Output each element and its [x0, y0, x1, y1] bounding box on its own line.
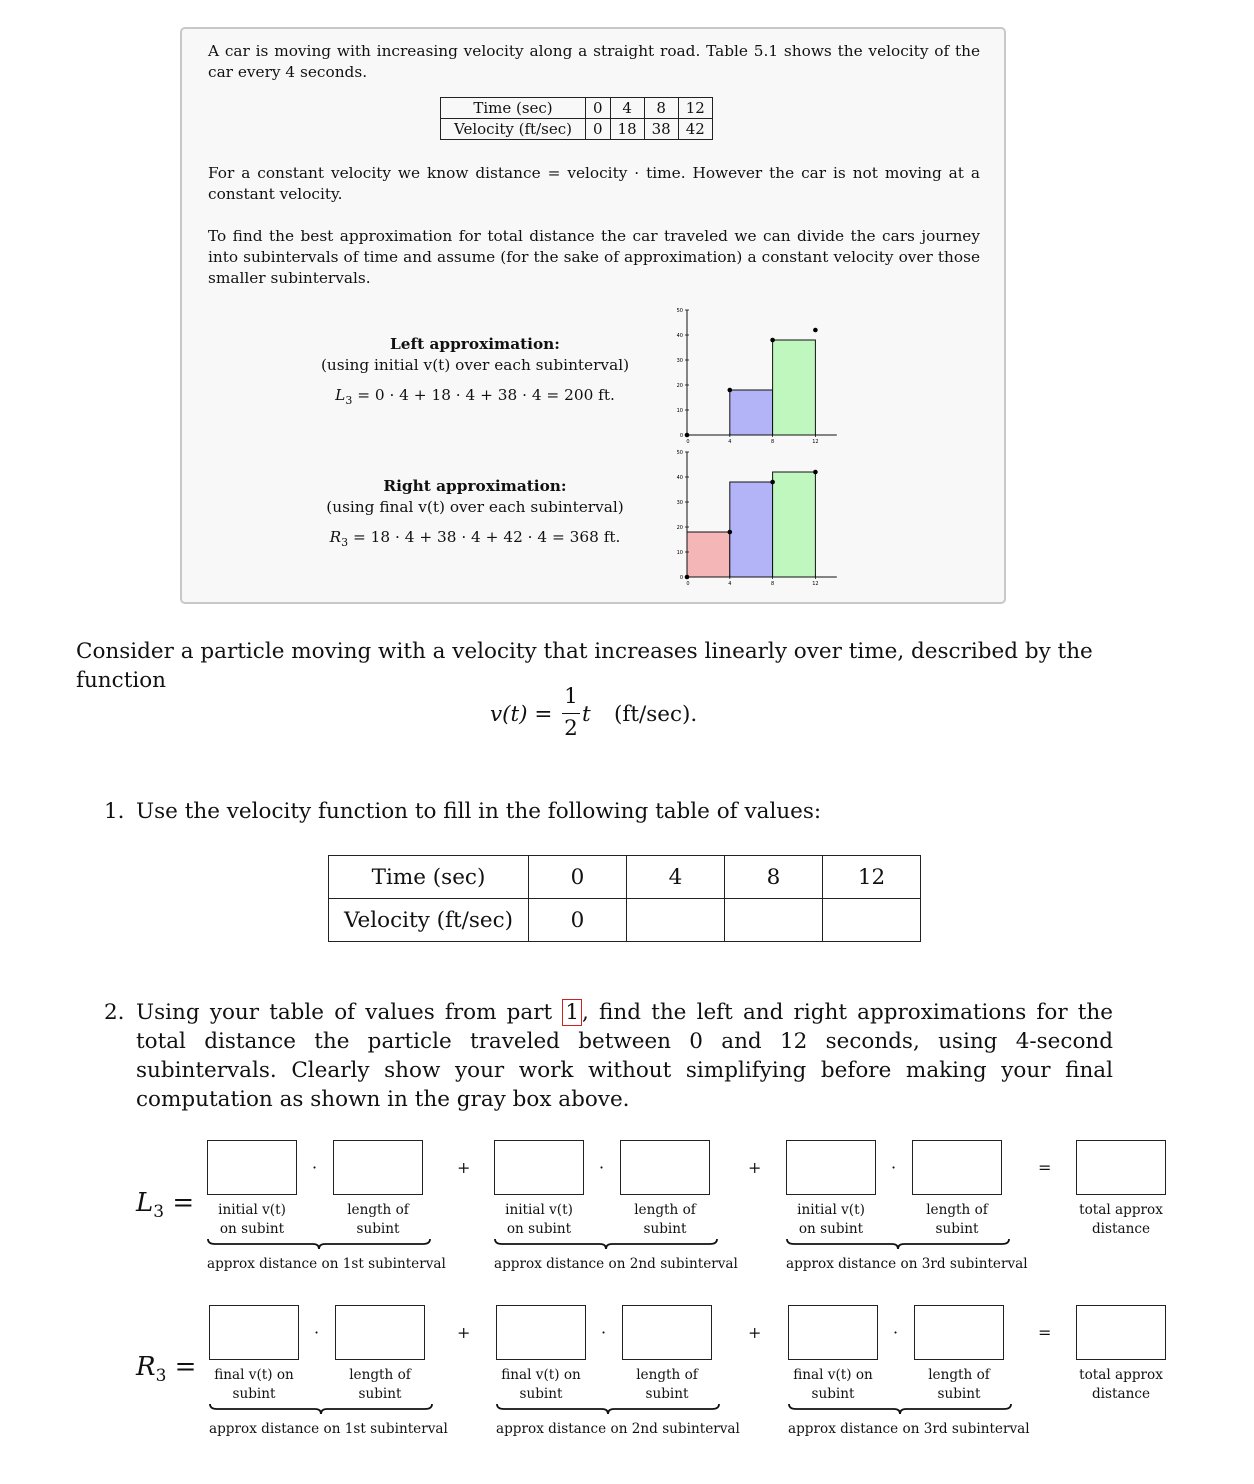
fn-units: (ft/sec).: [614, 702, 698, 727]
label-line: on subint: [506, 1221, 572, 1237]
label-line: length of: [634, 1202, 696, 1218]
q2-text-b: , find the left and right approximations for the total distance the particle traveled between 0 and 12 seconds, using 4-second subintervals. Clearly show your work without simplifying before making your final computation as shown in the gray box above.: [136, 1000, 1114, 1112]
y-tick-label: 10: [676, 550, 683, 556]
label-line: subint: [356, 1221, 400, 1237]
label-line: on subint: [219, 1221, 285, 1237]
equals-operator: =: [1038, 1158, 1052, 1177]
question-2-text: [136, 998, 1113, 1114]
label-line: final v(t) on: [501, 1367, 581, 1383]
left-velocity-label: [766, 1201, 896, 1239]
subinterval-paragraph: [208, 226, 980, 289]
fn-denominator: 2: [564, 716, 578, 741]
underbrace: [207, 1238, 431, 1250]
label-line: final v(t) on: [214, 1367, 294, 1383]
y-tick-label: 0: [679, 433, 683, 439]
intro-paragraph: [208, 41, 980, 83]
intro-text: A car is moving with increasing velocity along a straight road. Table 5.1 shows the velocity of the car every 4 seconds.: [208, 42, 980, 81]
underbrace: [494, 1238, 718, 1250]
plus-operator: +: [748, 1158, 762, 1177]
label-line: subint: [937, 1386, 981, 1402]
label-line: on subint: [798, 1221, 864, 1237]
x-tick-label: 12: [812, 439, 819, 445]
bar-3: [773, 472, 816, 577]
fn-numerator: 1: [564, 684, 578, 709]
left-length-label: [600, 1201, 730, 1239]
left-approx-block: [300, 334, 650, 411]
underbrace: [786, 1238, 1010, 1250]
left-total-label: [1056, 1201, 1186, 1239]
label-line: length of: [636, 1367, 698, 1383]
table-header-time: Time (sec): [441, 98, 586, 119]
x-tick-label: 8: [771, 581, 775, 587]
car-velocity-table: [440, 97, 713, 140]
part-1-link[interactable]: 1: [562, 999, 582, 1026]
table-cell: 4: [627, 856, 725, 899]
label-line: initial v(t): [797, 1202, 865, 1218]
label-line: subint: [358, 1386, 402, 1402]
label-line: distance: [1091, 1221, 1150, 1237]
label-line: length of: [928, 1367, 990, 1383]
right-length-box-2[interactable]: [622, 1305, 712, 1360]
label-line: subint: [935, 1221, 979, 1237]
left-velocity-box-3[interactable]: [786, 1140, 876, 1195]
right-length-label: [894, 1366, 1024, 1404]
dot-operator: ·: [601, 1323, 607, 1342]
fn-lhs: v(t) =: [490, 702, 553, 727]
label-line: subint: [645, 1386, 689, 1402]
left-length-box-1[interactable]: [333, 1140, 423, 1195]
x-tick-label: 4: [728, 581, 732, 587]
left-velocity-box-1[interactable]: [207, 1140, 297, 1195]
data-point: [770, 480, 775, 485]
right-approx-block: [300, 476, 650, 553]
y-tick-label: 10: [676, 408, 683, 414]
right-velocity-box-3[interactable]: [788, 1305, 878, 1360]
left-velocity-label: [474, 1201, 604, 1239]
para2-text: To find the best approximation for total distance the car traveled we can divide the cars journey into subintervals of time and assume (for the sake of approximation) a constant velocity over those smaller subintervals.: [208, 227, 980, 287]
dot-operator: ·: [893, 1323, 899, 1342]
y-tick-label: 40: [676, 333, 683, 339]
right-total-label: [1056, 1366, 1186, 1404]
label-line: length of: [349, 1367, 411, 1383]
right-length-label: [602, 1366, 732, 1404]
plus-operator: +: [457, 1323, 471, 1342]
left-approx-subtitle: (using initial v(t) over each subinterval): [320, 356, 630, 374]
question-1-text: Use the velocity function to fill in the following table of values:: [136, 799, 822, 824]
label-line: length of: [347, 1202, 409, 1218]
label-line: initial v(t): [218, 1202, 286, 1218]
bar-2: [730, 482, 773, 577]
data-point: [728, 388, 733, 393]
underbrace: [788, 1403, 1012, 1415]
velocity-table: [328, 855, 921, 942]
underbrace: [496, 1403, 720, 1415]
label-line: initial v(t): [505, 1202, 573, 1218]
right-approx-title: Right approximation:: [383, 477, 567, 495]
data-point: [813, 328, 818, 333]
table-header-velocity: Velocity (ft/sec): [329, 899, 529, 942]
left-length-label: [313, 1201, 443, 1239]
plus-operator: +: [748, 1323, 762, 1342]
y-tick-label: 0: [679, 575, 683, 581]
label-line: distance: [1091, 1386, 1150, 1402]
right-brace-label-2: approx distance on 2nd subinterval: [496, 1421, 740, 1437]
right-approximation-chart: [670, 447, 845, 592]
table-header-velocity: Velocity (ft/sec): [441, 119, 586, 140]
para1-text: For a constant velocity we know distance = velocity · time. However the car is not moving at a constant velocity.: [208, 164, 980, 203]
equals-operator: =: [1038, 1323, 1052, 1342]
left-length-box-2[interactable]: [620, 1140, 710, 1195]
table-cell: 8: [644, 98, 678, 119]
label-line: subint: [519, 1386, 563, 1402]
dot-operator: ·: [599, 1158, 605, 1177]
right-formula-rhs: = 18 · 4 + 38 · 4 + 42 · 4 = 368 ft.: [353, 528, 621, 546]
y-tick-label: 20: [676, 525, 683, 531]
data-point: [728, 530, 733, 535]
x-tick-label: 8: [771, 439, 775, 445]
left-approximation-chart: [670, 305, 845, 450]
y-tick-label: 30: [676, 358, 683, 364]
left-brace-label-3: approx distance on 3rd subinterval: [786, 1256, 1028, 1272]
right-velocity-box-2[interactable]: [496, 1305, 586, 1360]
bar-1: [687, 532, 730, 577]
bar-2: [730, 390, 773, 435]
label-line: final v(t) on: [793, 1367, 873, 1383]
right-approx-formula: $R_3 = 18 \cdot 4 + 38 \cdot 4 + 42 \cdot 4 = 368$ ft.: [329, 528, 621, 550]
right-velocity-label: [189, 1366, 319, 1404]
left-brace-label-1: approx distance on 1st subinterval: [207, 1256, 446, 1272]
left-equation-lhs: $L_3$ =: [136, 1188, 195, 1223]
left-approx-formula: $L_3 = 0 \cdot 4 + 18 \cdot 4 + 38 \cdot 4 = 200$ ft.: [335, 386, 615, 408]
left-length-label: [892, 1201, 1022, 1239]
x-tick-label: 0: [686, 439, 690, 445]
right-brace-label-1: approx distance on 1st subinterval: [209, 1421, 448, 1437]
plus-operator: +: [457, 1158, 471, 1177]
right-total-box[interactable]: [1076, 1305, 1166, 1360]
right-length-box-3[interactable]: [914, 1305, 1004, 1360]
dot-operator: ·: [314, 1323, 320, 1342]
table-cell: 0: [586, 98, 611, 119]
left-length-box-3[interactable]: [912, 1140, 1002, 1195]
label-line: total approx: [1079, 1367, 1163, 1383]
y-tick-label: 50: [676, 308, 683, 314]
table-cell: 38: [644, 119, 678, 140]
dot-operator: ·: [312, 1158, 318, 1177]
label-line: length of: [926, 1202, 988, 1218]
bar-3: [773, 340, 816, 435]
right-brace-label-3: approx distance on 3rd subinterval: [788, 1421, 1030, 1437]
x-tick-label: 0: [686, 581, 690, 587]
left-velocity-label: [187, 1201, 317, 1239]
left-total-box[interactable]: [1076, 1140, 1166, 1195]
x-tick-label: 12: [812, 581, 819, 587]
table-cell: 18: [610, 119, 644, 140]
y-tick-label: 30: [676, 500, 683, 506]
right-velocity-label: [768, 1366, 898, 1404]
table-cell: 0: [529, 856, 627, 899]
right-approx-subtitle: (using final v(t) over each subinterval): [326, 498, 624, 516]
left-velocity-box-2[interactable]: [494, 1140, 584, 1195]
right-velocity-label: [476, 1366, 606, 1404]
data-point: [770, 338, 775, 343]
left-formula-rhs: = 0 · 4 + 18 · 4 + 38 · 4 = 200 ft.: [357, 386, 615, 404]
right-equation-lhs: $R_3$ =: [136, 1352, 197, 1387]
data-point: [685, 575, 690, 580]
problem-intro: Consider a particle moving with a velocity that increases linearly over time, described by the function: [76, 639, 1093, 693]
velocity-answer-cell[interactable]: [627, 899, 725, 942]
table-header-time: Time (sec): [329, 856, 529, 899]
left-approx-title: Left approximation:: [390, 335, 560, 353]
right-velocity-box-1[interactable]: [209, 1305, 299, 1360]
x-tick-label: 4: [728, 439, 732, 445]
left-brace-label-2: approx distance on 2nd subinterval: [494, 1256, 738, 1272]
fn-var: t: [582, 702, 591, 727]
y-tick-label: 50: [676, 450, 683, 456]
table-cell: 8: [725, 856, 823, 899]
label-line: total approx: [1079, 1202, 1163, 1218]
table-cell: 0: [529, 899, 627, 942]
constant-velocity-paragraph: [208, 163, 980, 205]
y-tick-label: 20: [676, 383, 683, 389]
underbrace: [209, 1403, 433, 1415]
dot-operator: ·: [891, 1158, 897, 1177]
data-point: [685, 433, 690, 438]
table-cell: 12: [678, 98, 712, 119]
label-line: subint: [232, 1386, 276, 1402]
label-line: subint: [643, 1221, 687, 1237]
question-1-number: 1.: [104, 799, 125, 824]
data-point: [813, 470, 818, 475]
table-cell: 4: [610, 98, 644, 119]
label-line: subint: [811, 1386, 855, 1402]
q2-text-a: Using your table of values from part: [136, 1000, 553, 1025]
velocity-answer-cell[interactable]: [823, 899, 921, 942]
right-length-box-1[interactable]: [335, 1305, 425, 1360]
fraction-bar: [562, 713, 580, 714]
table-cell: 12: [823, 856, 921, 899]
right-length-label: [315, 1366, 445, 1404]
question-2-number: 2.: [104, 1000, 125, 1025]
table-cell: 42: [678, 119, 712, 140]
table-cell: 0: [586, 119, 611, 140]
velocity-answer-cell[interactable]: [725, 899, 823, 942]
y-tick-label: 40: [676, 475, 683, 481]
